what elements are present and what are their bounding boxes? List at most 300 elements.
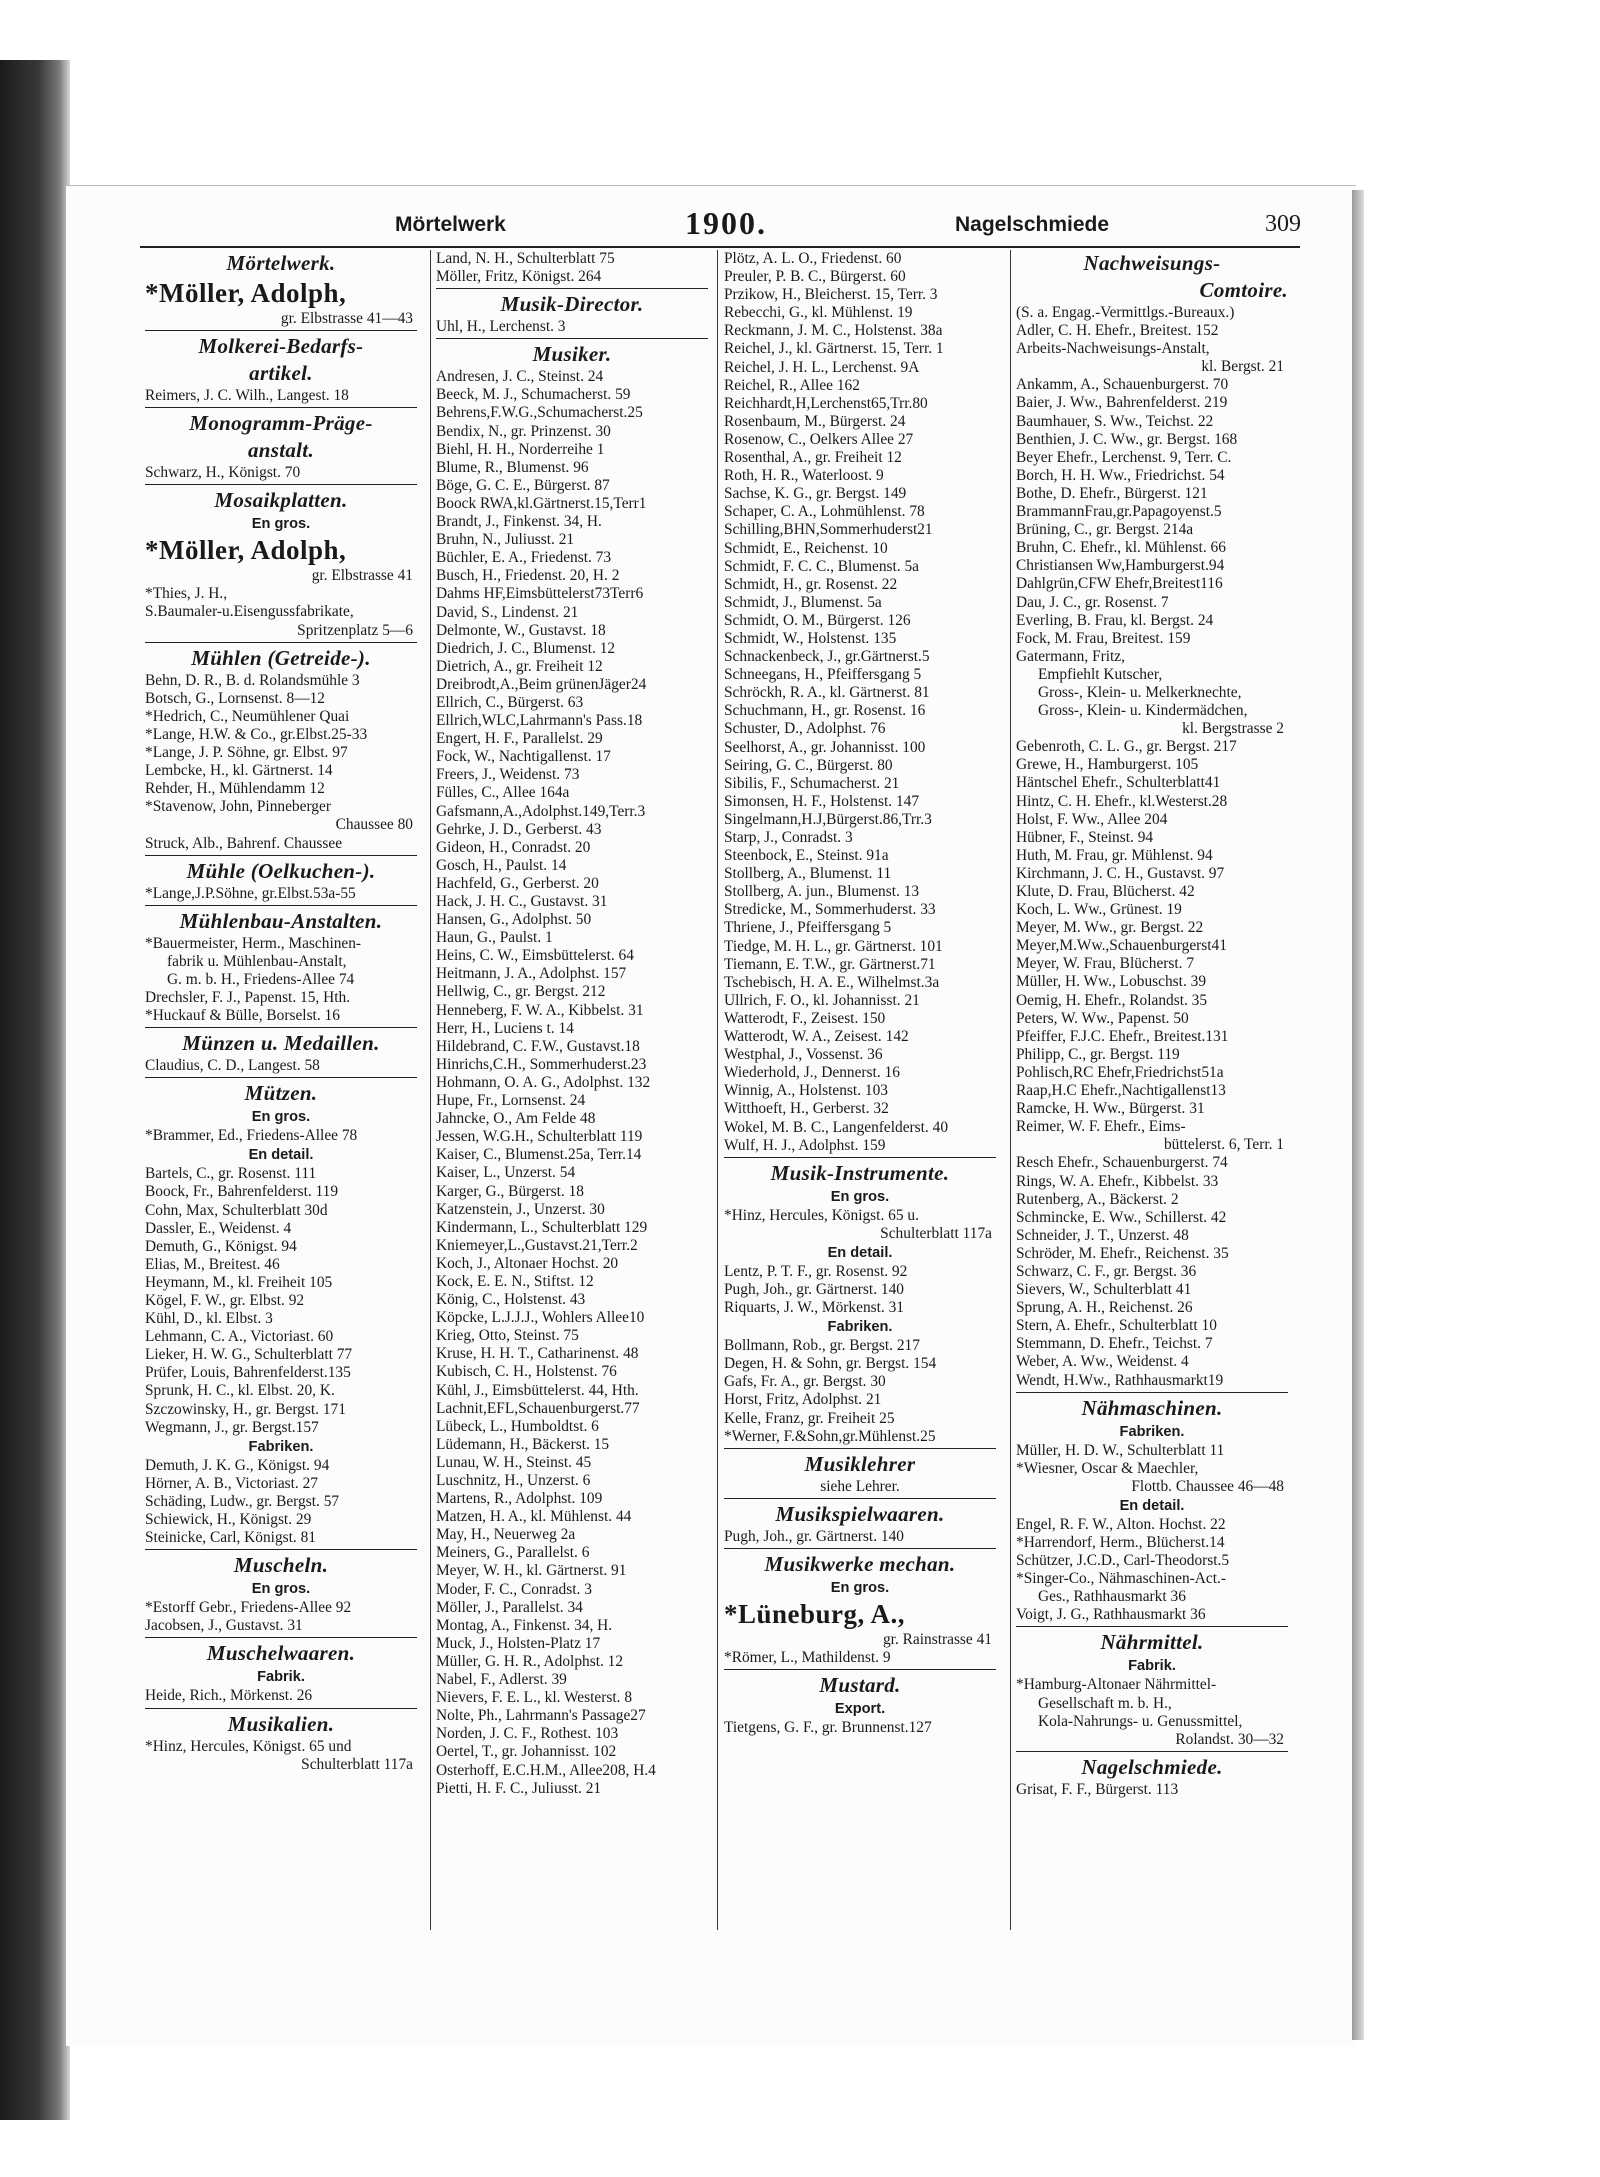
directory-entry: Beeck, M. J., Schumacherst. 59 (436, 386, 631, 404)
directory-entry: Andresen, J. C., Steinst. 24 (436, 368, 604, 386)
directory-entry: Kock, E. E. N., Stiftst. 12 (436, 1272, 594, 1290)
directory-entry: Reckmann, J. M. C., Holstenst. 38a (724, 322, 943, 340)
directory-entry: Heymann, M., kl. Freiheit 105 (145, 1273, 333, 1291)
subheading: En gros. (830, 1579, 890, 1596)
directory-entry: BrammannFrau,gr.Papagoyenst.5 (1016, 503, 1222, 521)
directory-entry: Meyer, M. Ww., gr. Bergst. 22 (1016, 919, 1204, 937)
directory-entry: Oemig, H. Ehefr., Rolandst. 35 (1016, 991, 1208, 1009)
directory-entry: Häntschel Ehefr., Schulterblatt41 (1016, 774, 1221, 792)
directory-entry: Schröckh, R. A., kl. Gärtnerst. 81 (724, 684, 930, 702)
directory-entry: Schmidt, F. C. C., Blumenst. 5a (724, 557, 920, 575)
directory-entry: Riquarts, J. W., Mörkenst. 31 (724, 1299, 904, 1317)
directory-entry: Beyer Ehefr., Lerchenst. 9, Terr. C. (1016, 448, 1232, 466)
directory-entry: Hinrichs,C.H., Sommerhuderst.23 (436, 1055, 647, 1073)
directory-entry: Kühl, J., Eimsbüttelerst. 44, Hth. (436, 1381, 639, 1399)
directory-entry: Pietti, H. F. C., Juliusst. 21 (436, 1779, 602, 1797)
directory-entry: *Huckauf & Bülle, Borselst. 16 (145, 1007, 340, 1025)
category-heading: Mustard. (819, 1673, 901, 1698)
header-left-keyword: Mörtelwerk (395, 213, 506, 236)
directory-entry: Rings, W. A. Ehefr., Kibbelst. 33 (1016, 1172, 1219, 1190)
directory-entry: Brandt, J., Finkenst. 34, H. (436, 513, 602, 531)
featured-entry: *Möller, Adolph, (145, 535, 347, 566)
directory-entry: Meiners, G., Parallelst. 6 (436, 1544, 590, 1562)
directory-entry: Wokel, M. B. C., Langenfelderst. 40 (724, 1118, 949, 1136)
directory-entry: *Estorff Gebr., Friedens-Allee 92 (145, 1599, 352, 1617)
directory-entry: Stredicke, M., Sommerhuderst. 33 (724, 901, 936, 919)
section-rule (436, 338, 708, 339)
directory-entry: Boock RWA,kl.Gärtnerst.15,Terr1 (436, 494, 647, 512)
directory-entry: Pfeiffer, F.J.C. Ehefr., Breitest.131 (1016, 1027, 1229, 1045)
directory-entry: Hohmann, O. A. G., Adolphst. 132 (436, 1073, 651, 1091)
directory-entry: Adler, C. H. Ehefr., Breitest. 152 (1016, 322, 1219, 340)
entry-continuation: Gross-, Klein- u. Kindermädchen, (1038, 702, 1248, 720)
section-rule (436, 288, 708, 289)
directory-entry: Claudius, C. D., Langest. 58 (145, 1057, 320, 1075)
directory-entry: Lüdemann, H., Bäckerst. 15 (436, 1435, 610, 1453)
directory-entry: Kögel, F. W., gr. Elbst. 92 (145, 1292, 305, 1309)
directory-entry: Delmonte, W., Gustavst. 18 (436, 621, 606, 639)
directory-entry: Lembcke, H., kl. Gärtnerst. 14 (145, 762, 333, 780)
directory-entry: Hildebrand, C. F.W., Gustavst.18 (436, 1037, 640, 1055)
directory-entry: Henneberg, F. W. A., Kibbelst. 31 (436, 1001, 644, 1019)
directory-entry: Schuster, D., Adolphst. 76 (724, 720, 886, 738)
directory-entry: *Hamburg-Altonaer Nährmittel- (1016, 1676, 1217, 1694)
directory-entry: Norden, J. C. F., Rothest. 103 (436, 1725, 619, 1743)
directory-column-3 (724, 250, 996, 1737)
directory-entry: Freers, J., Weidenst. 73 (436, 766, 580, 784)
directory-entry: Boock, Fr., Bahrenfelderst. 119 (145, 1183, 339, 1201)
directory-entry: Heide, Rich., Mörkenst. 26 (145, 1687, 313, 1705)
directory-entry: Luschnitz, H., Unzerst. 6 (436, 1472, 591, 1489)
directory-entry: Herr, H., Luciens t. 14 (436, 1019, 574, 1037)
section-rule (145, 1077, 417, 1078)
directory-entry: Gafsmann,A.,Adolphst.149,Terr.3 (436, 802, 646, 820)
directory-entry: Ankamm, A., Schauenburgerst. 70 (1016, 376, 1229, 394)
column-divider (1010, 250, 1011, 1930)
category-heading: Muscheln. (233, 1553, 329, 1578)
category-heading: Musik-Instrumente. (770, 1160, 950, 1185)
directory-entry: Meyer, W. Frau, Blücherst. 7 (1016, 955, 1195, 973)
directory-entry: Wegmann, J., gr. Bergst.157 (145, 1418, 319, 1436)
directory-entry: Seiring, G. C., Bürgerst. 80 (724, 756, 893, 774)
directory-entry: Rehder, H., Mühlendamm 12 (145, 780, 325, 798)
directory-entry: Heins, C. W., Eimsbüttelerst. 64 (436, 947, 634, 965)
directory-entry: Klute, D. Frau, Blücherst. 42 (1016, 883, 1195, 900)
category-heading: Nähmaschinen. (1081, 1395, 1223, 1420)
directory-entry: Kelle, Franz, gr. Freiheit 25 (724, 1409, 895, 1427)
category-heading: Musiklehrer (804, 1451, 916, 1476)
featured-entry: *Möller, Adolph, (145, 278, 347, 308)
directory-entry: Schmidt, O. M., Bürgerst. 126 (724, 611, 911, 629)
directory-entry: Hübner, F., Steinst. 94 (1016, 828, 1154, 846)
directory-entry: Ramcke, H. Ww., Bürgerst. 31 (1016, 1100, 1205, 1118)
directory-entry: Peters, W. Ww., Papenst. 50 (1016, 1009, 1189, 1027)
directory-entry: Gafs, Fr. A., gr. Bergst. 30 (724, 1373, 886, 1391)
directory-entry: Krieg, Otto, Steinst. 75 (436, 1327, 579, 1345)
directory-entry: Ullrich, F. O., kl. Johannisst. 21 (724, 991, 920, 1009)
directory-entry: Stern, A. Ehefr., Schulterblatt 10 (1016, 1317, 1217, 1335)
directory-entry: Thriene, J., Pfeiffersgang 5 (724, 919, 892, 937)
category-heading: Nährmittel. (1100, 1630, 1204, 1655)
directory-entry: *Singer-Co., Nähmaschinen-Act.- (1016, 1570, 1226, 1588)
directory-entry: Steenbock, E., Steinst. 91a (724, 847, 889, 865)
directory-entry: Blume, R., Blumenst. 96 (436, 458, 589, 476)
directory-entry: Tiemann, E. T.W., gr. Gärtnerst.71 (724, 955, 936, 973)
category-heading: Monogramm-Präge- (189, 411, 373, 436)
directory-entry: Philipp, C., gr. Bergst. 119 (1016, 1045, 1180, 1063)
directory-entry: Fock, W., Nachtigallenst. 17 (436, 748, 611, 766)
directory-entry: Tietgens, G. F., gr. Brunnenst.127 (724, 1719, 932, 1737)
entry-continuation: Chaussee 80 (335, 816, 413, 834)
category-heading: Musikspielwaaren. (775, 1501, 945, 1526)
directory-entry: Resch Ehefr., Schauenburgerst. 74 (1016, 1154, 1228, 1172)
directory-entry: Seelhorst, A., gr. Johannisst. 100 (724, 738, 926, 756)
category-heading: Mühlen (Getreide-). (191, 645, 371, 670)
directory-entry: Lieker, H. W. G., Schulterblatt 77 (145, 1346, 353, 1364)
directory-entry: Steinicke, Carl, Königst. 81 (145, 1529, 316, 1547)
directory-entry: Holst, F. Ww., Allee 204 (1016, 810, 1168, 828)
directory-entry: Hansen, G., Adolphst. 50 (436, 911, 592, 929)
directory-entry: Osterhoff, E.C.H.M., Allee208, H.4 (436, 1761, 656, 1779)
directory-entry: Sievers, W., Schulterblatt 41 (1016, 1281, 1192, 1299)
directory-entry: *Wiesner, Oscar & Maechler, (1016, 1459, 1199, 1477)
directory-entry: Böge, G. C. E., Bürgerst. 87 (436, 476, 610, 494)
directory-entry: *Hinz, Hercules, Königst. 65 und (145, 1737, 352, 1755)
directory-entry: Schwarz, C. F., gr. Bergst. 36 (1016, 1262, 1197, 1280)
directory-entry: Dietrich, A., gr. Freiheit 12 (436, 657, 603, 675)
directory-entry: Moder, F. C., Conradst. 3 (436, 1580, 592, 1598)
directory-entry: Behn, D. R., B. d. Rolandsmühle 3 (145, 671, 360, 689)
directory-entry: Büchler, E. A., Friedenst. 73 (436, 549, 612, 567)
section-rule (145, 1708, 417, 1709)
directory-entry: Schiewick, H., Königst. 29 (145, 1511, 312, 1529)
directory-entry: Schäding, Ludw., gr. Bergst. 57 (145, 1492, 340, 1510)
directory-entry: Grisat, F. F., Bürgerst. 113 (1016, 1780, 1179, 1798)
directory-entry: Rutenberg, A., Bäckerst. 2 (1016, 1190, 1179, 1208)
directory-entry: Hachfeld, G., Gerberst. 20 (436, 874, 599, 892)
entry-continuation: Ges., Rathhausmarkt 36 (1038, 1588, 1186, 1606)
directory-entry: Roth, H. R., Waterloost. 9 (724, 467, 884, 485)
directory-entry: Wendt, H.Ww., Rathhausmarkt19 (1016, 1371, 1224, 1389)
directory-entry: Stollberg, A. jun., Blumenst. 13 (724, 883, 920, 901)
directory-entry: Land, N. H., Schulterblatt 75 (436, 250, 615, 267)
directory-entry: Sibilis, F., Schumacherst. 21 (724, 774, 900, 792)
directory-column-2 (436, 250, 708, 1798)
section-rule (724, 1669, 996, 1670)
directory-entry: Müller, G. H. R., Adolphst. 12 (436, 1652, 624, 1670)
directory-entry: Watterodt, W. A., Zeisest. 142 (724, 1028, 909, 1046)
directory-entry: David, S., Lindenst. 21 (436, 603, 579, 621)
featured-entry: *Lüneburg, A., (724, 1598, 906, 1629)
directory-entry: Simonsen, H. F., Holstenst. 147 (724, 792, 920, 810)
directory-entry: Schuchmann, H., gr. Rosenst. 16 (724, 702, 926, 720)
section-rule (145, 330, 417, 331)
directory-entry: Winnig, A., Holstenst. 103 (724, 1082, 888, 1100)
directory-entry: Schneegans, H., Pfeiffersgang 5 (724, 666, 922, 684)
directory-entry: Cohn, Max, Schulterblatt 30d (145, 1201, 328, 1219)
directory-entry: Bollmann, Rob., gr. Bergst. 217 (724, 1337, 920, 1355)
entry-continuation: Flottb. Chaussee 46—48 (1131, 1477, 1284, 1495)
directory-entry: Nabel, F., Adlerst. 39 (436, 1671, 567, 1689)
directory-entry: Jacobsen, J., Gustavst. 31 (145, 1617, 303, 1635)
directory-entry: Karger, G., Bürgerst. 18 (436, 1182, 584, 1200)
directory-entry: Kubisch, C. H., Holstenst. 76 (436, 1363, 617, 1381)
directory-entry: (S. a. Engag.-Vermittlgs.-Bureaux.) (1016, 304, 1235, 321)
category-heading: Musik-Director. (500, 292, 644, 317)
directory-entry: Wiederhold, J., Dennerst. 16 (724, 1064, 900, 1082)
directory-entry: Fock, M. Frau, Breitest. 159 (1016, 629, 1191, 647)
directory-entry: Bruhn, N., Juliusst. 21 (436, 531, 575, 549)
directory-entry: Horst, Fritz, Adolphst. 21 (724, 1391, 882, 1409)
directory-entry: Tiedge, M. H. L., gr. Gärtnerst. 101 (724, 937, 943, 955)
directory-entry: Wulf, H. J., Adolphst. 159 (724, 1136, 886, 1154)
subheading: En detail. (827, 1244, 893, 1261)
directory-entry: *Lange, H.W. & Co., gr.Elbst.25-33 (145, 725, 368, 743)
section-rule (1016, 1392, 1288, 1393)
directory-entry: Koch, L. Ww., Grünest. 19 (1016, 901, 1182, 919)
directory-entry: Lachnit,EFL,Schauenburgerst.77 (436, 1399, 640, 1417)
directory-entry: Dahlgrün,CFW Ehefr,Breitest116 (1016, 575, 1223, 593)
subheading: Fabriken. (1119, 1423, 1185, 1440)
directory-entry: Ellrich,WLC,Lahrmann's Pass.18 (436, 712, 643, 730)
directory-entry: Plötz, A. L. O., Friedenst. 60 (724, 250, 902, 267)
directory-entry: Schröder, M. Ehefr., Reichenst. 35 (1016, 1244, 1229, 1262)
subheading: En detail. (1119, 1497, 1185, 1514)
subheading: Fabrik. (257, 1669, 305, 1686)
category-heading: Mühlenbau-Anstalten. (179, 908, 383, 933)
directory-entry: Matzen, H. A., kl. Mühlenst. 44 (436, 1508, 632, 1526)
directory-entry: Gideon, H., Conradst. 20 (436, 838, 591, 856)
directory-entry: Rebecchi, G., kl. Mühlenst. 19 (724, 304, 913, 322)
directory-entry: Kruse, H. H. T., Catharinenst. 48 (436, 1345, 639, 1363)
directory-entry: Engert, H. F., Parallelst. 29 (436, 730, 603, 748)
directory-entry: Busch, H., Friedenst. 20, H. 2 (436, 567, 620, 585)
directory-entry: Reimer, W. F. Ehefr., Eims- (1016, 1118, 1186, 1136)
directory-entry: Huth, M. Frau, gr. Mühlenst. 94 (1016, 846, 1213, 864)
directory-entry: Gatermann, Fritz, (1016, 647, 1125, 665)
directory-entry: *Römer, L., Mathildenst. 9 (724, 1649, 891, 1666)
directory-entry: Elias, M., Breitest. 46 (145, 1255, 280, 1273)
directory-entry: *Lange,J.P.Söhne, gr.Elbst.53a-55 (145, 884, 356, 902)
directory-entry: Everling, B. Frau, kl. Bergst. 24 (1016, 611, 1214, 629)
directory-entry: Fülles, C., Allee 164a (436, 784, 570, 802)
directory-entry: Ellrich, C., Bürgerst. 63 (436, 693, 584, 711)
entry-continuation: büttelerst. 6, Terr. 1 (1163, 1136, 1284, 1154)
directory-entry: Müller, H. D. W., Schulterblatt 11 (1016, 1441, 1225, 1459)
entry-continuation: kl. Bergstrasse 2 (1182, 720, 1284, 738)
entry-continuation: Rolandst. 30—32 (1175, 1730, 1284, 1748)
directory-entry: Bartels, C., gr. Rosenst. 111 (145, 1165, 317, 1183)
directory-entry: Baier, J. Ww., Bahrenfelderst. 219 (1016, 394, 1228, 412)
directory-entry: Schmidt, J., Blumenst. 5a (724, 593, 882, 611)
subheading: En gros. (251, 516, 311, 533)
category-heading: artikel. (249, 361, 313, 386)
category-heading: Münzen u. Medaillen. (182, 1031, 380, 1056)
directory-entry: Müller, H. Ww., Lobuschst. 39 (1016, 973, 1207, 991)
entry-continuation: G. m. b. H., Friedens-Allee 74 (167, 970, 355, 988)
directory-entry: Drechsler, F. J., Papenst. 15, Hth. (145, 988, 351, 1006)
column-divider (430, 250, 431, 1930)
entry-continuation: Kola-Nahrungs- u. Genussmittel, (1038, 1712, 1243, 1730)
directory-entry: Schneider, J. T., Unzerst. 48 (1016, 1226, 1189, 1244)
directory-entry: Stollberg, A., Blumenst. 11 (724, 865, 892, 883)
directory-entry: *Hinz, Hercules, Königst. 65 u. (724, 1206, 919, 1224)
directory-entry: Schnackenbeck, J., gr.Gärtnerst.5 (724, 648, 930, 666)
directory-entry: Muck, J., Holsten-Platz 17 (436, 1634, 601, 1652)
entry-continuation: Gross-, Klein- u. Melkerknechte, (1038, 683, 1242, 701)
section-rule (1016, 1626, 1288, 1627)
directory-entry: Singelmann,H.J,Bürgerst.86,Trr.3 (724, 810, 932, 828)
directory-entry: *Lange, J. P. Söhne, gr. Elbst. 97 (145, 744, 348, 762)
directory-entry: Raap,H.C Ehefr.,Nachtigallenst13 (1016, 1082, 1226, 1100)
directory-entry: Behrens,F.W.G.,Schumacherst.25 (436, 404, 643, 422)
directory-entry: Schützer, J.C.D., Carl-Theodorst.5 (1016, 1552, 1230, 1570)
directory-entry: Demuth, J. K. G., Königst. 94 (145, 1456, 330, 1474)
directory-entry: Struck, Alb., Bahrenf. Chaussee (145, 834, 343, 852)
directory-entry: *Stavenow, John, Pinneberger (145, 798, 331, 816)
directory-entry: Benthien, J. C. Ww., gr. Bergst. 168 (1016, 430, 1238, 448)
category-heading: anstalt. (247, 438, 314, 463)
directory-entry: Christiansen Ww,Hamburgerst.94 (1016, 557, 1225, 575)
directory-entry: Starp, J., Conradst. 3 (724, 829, 853, 846)
entry-continuation: kl. Bergst. 21 (1201, 358, 1284, 376)
section-rule (145, 484, 417, 485)
page-number: 309 (1265, 211, 1301, 237)
category-heading: Nachweisungs- (1083, 251, 1221, 275)
directory-entry: Jahncke, O., Am Felde 48 (436, 1110, 596, 1128)
directory-entry: Pohlisch,RC Ehefr,Friedrichst51a (1016, 1063, 1224, 1081)
book-spine-shadow (0, 60, 70, 2120)
directory-entry: *Harrendorf, Herm., Blücherst.14 (1016, 1534, 1225, 1551)
directory-entry: Schmidt, E., Reichenst. 10 (724, 539, 888, 557)
directory-entry: Diedrich, J. C., Blumenst. 12 (436, 639, 616, 657)
section-rule (145, 407, 417, 408)
directory-entry: Gebenroth, C. L. G., gr. Bergst. 217 (1016, 738, 1237, 756)
directory-entry: Lehmann, C. A., Victoriast. 60 (145, 1328, 334, 1346)
subheading: En gros. (251, 1581, 311, 1598)
section-rule (724, 1448, 996, 1449)
directory-entry: Schmidt, W., Holstenst. 135 (724, 629, 897, 647)
subheading: Export. (834, 1701, 886, 1718)
directory-entry: *Brammer, Ed., Friedens-Allee 78 (145, 1127, 358, 1145)
directory-entry: Pugh, Joh., gr. Gärtnerst. 140 (724, 1280, 904, 1298)
directory-entry: May, H., Neuerweg 2a (436, 1526, 576, 1544)
directory-entry: Szczowinsky, H., gr. Bergst. 171 (145, 1400, 346, 1418)
section-rule (724, 1548, 996, 1549)
directory-entry: Meyer, W. H., kl. Gärtnerst. 91 (436, 1562, 627, 1580)
directory-entry: Sprung, A. H., Reichenst. 26 (1016, 1299, 1193, 1317)
running-header (140, 205, 1300, 245)
directory-entry: Möller, Fritz, Königst. 264 (436, 268, 602, 286)
directory-entry: Kindermann, L., Schulterblatt 129 (436, 1218, 648, 1236)
subheading: Fabrik. (1128, 1658, 1176, 1675)
directory-entry: *Hedrich, C., Neumühlener Quai (145, 707, 350, 725)
header-rule (140, 246, 1300, 248)
directory-entry: Przikow, H., Bleicherst. 15, Terr. 3 (724, 286, 938, 304)
directory-entry: Hörner, A. B., Victoriast. 27 (145, 1474, 319, 1492)
directory-entry: Hack, J. H. C., Gustavst. 31 (436, 893, 608, 910)
directory-entry: Haun, G., Paulst. 1 (436, 929, 553, 947)
directory-entry: Dassler, E., Weidenst. 4 (145, 1219, 292, 1237)
directory-entry: Bruhn, C. Ehefr., kl. Mühlenst. 66 (1016, 539, 1226, 557)
category-heading: Comtoire. (1199, 278, 1288, 302)
directory-entry: Prüfer, Louis, Bahrenfelderst.135 (145, 1364, 351, 1382)
directory-entry: Rosenow, C., Oelkers Allee 27 (724, 430, 914, 448)
directory-entry: Dau, J. C., gr. Rosenst. 7 (1016, 593, 1169, 611)
directory-entry: Baumhauer, S. Ww., Teichst. 22 (1016, 412, 1214, 430)
section-rule (145, 1549, 417, 1550)
entry-continuation: Gesellschaft m. b. H., (1038, 1694, 1172, 1712)
category-heading: Mosaikplatten. (214, 488, 348, 513)
subheading: Fabriken. (827, 1319, 893, 1336)
entry-continuation: Schulterblatt 117a (880, 1224, 992, 1242)
directory-entry: Weber, A. Ww., Weidenst. 4 (1016, 1353, 1189, 1371)
category-heading: Musikwerke mechan. (764, 1551, 956, 1576)
entry-continuation: Empfiehlt Kutscher, (1038, 665, 1163, 683)
directory-column-1 (145, 250, 417, 1774)
directory-entry: Arbeits-Nachweisungs-Anstalt, (1016, 340, 1210, 358)
directory-entry: Gehrke, J. D., Gerberst. 43 (436, 820, 602, 838)
directory-entry: Jessen, W.G.H., Schulterblatt 119 (436, 1128, 643, 1146)
page-edge (1352, 190, 1364, 2040)
header-right-keyword: Nagelschmiede (955, 213, 1110, 236)
directory-entry: Sachse, K. G., gr. Bergst. 149 (724, 485, 907, 503)
directory-entry: Möller, J., Parallelst. 34 (436, 1598, 583, 1616)
directory-entry: Demuth, G., Königst. 94 (145, 1237, 297, 1255)
directory-entry: Schwarz, H., Königst. 70 (145, 464, 301, 482)
category-heading: Musikalien. (227, 1711, 335, 1736)
section-rule (145, 1027, 417, 1028)
directory-entry: Dahms HF,Eimsbüttelerst73Terr6 (436, 585, 644, 603)
section-rule (724, 1157, 996, 1158)
directory-entry: Köpcke, L.J.J.J., Wohlers Allee10 (436, 1309, 645, 1327)
directory-entry: Westphal, J., Vossenst. 36 (724, 1046, 883, 1064)
directory-entry: Montag, A., Finkenst. 34, H. (436, 1616, 613, 1634)
directory-entry: Koch, J., Altonaer Hochst. 20 (436, 1254, 619, 1272)
section-rule (145, 1637, 417, 1638)
directory-entry: Schmincke, E. Ww., Schillerst. 42 (1016, 1208, 1227, 1226)
entry-continuation: gr. Elbstrasse 41—43 (280, 310, 413, 327)
entry-continuation: fabrik u. Mühlenbau-Anstalt, (167, 952, 347, 970)
entry-continuation: gr. Rainstrasse 41 (882, 1630, 992, 1648)
directory-entry: Watterodt, F., Zeisest. 150 (724, 1009, 886, 1027)
directory-entry: Kaiser, C., Blumenst.25a, Terr.14 (436, 1146, 642, 1164)
directory-entry: Degen, H. & Sohn, gr. Bergst. 154 (724, 1355, 937, 1373)
directory-entry: Brüning, C., gr. Bergst. 214a (1016, 521, 1194, 539)
directory-entry: Hintz, C. H. Ehefr., kl.Westerst.28 (1016, 792, 1228, 810)
entry-continuation: Schulterblatt 117a (301, 1755, 413, 1773)
directory-entry: Kirchmann, J. C. H., Gustavst. 97 (1016, 864, 1225, 882)
directory-entry: Schmidt, H., gr. Rosenst. 22 (724, 575, 898, 593)
directory-entry: *Thies, J. H., (145, 585, 228, 603)
directory-entry: Stemmann, D. Ehefr., Teichst. 7 (1016, 1335, 1213, 1353)
directory-entry: Reichel, R., Allee 162 (724, 376, 860, 394)
directory-entry: Kaiser, L., Unzerst. 54 (436, 1164, 576, 1182)
directory-entry: Botsch, G., Lornsenst. 8—12 (145, 689, 325, 707)
directory-entry: Schaper, C. A., Lohmühlenst. 78 (724, 503, 925, 521)
subheading: Fabriken. (248, 1438, 314, 1455)
section-rule (1016, 1751, 1288, 1752)
directory-entry: S.Baumaler-u.Eisengussfabrikate, (145, 603, 354, 621)
subheading: En gros. (251, 1109, 311, 1126)
directory-entry: *Werner, F.&Sohn,gr.Mühlenst.25 (724, 1427, 936, 1445)
directory-entry: Uhl, H., Lerchenst. 3 (436, 318, 566, 336)
directory-entry: Martens, R., Adolphst. 109 (436, 1490, 603, 1508)
directory-entry: *Bauermeister, Herm., Maschinen- (145, 934, 362, 952)
directory-entry: Biehl, H. H., Norderreihe 1 (436, 440, 605, 458)
entry-continuation: gr. Elbstrasse 41 (311, 567, 413, 585)
directory-entry: Hupe, Fr., Lornsenst. 24 (436, 1092, 586, 1110)
